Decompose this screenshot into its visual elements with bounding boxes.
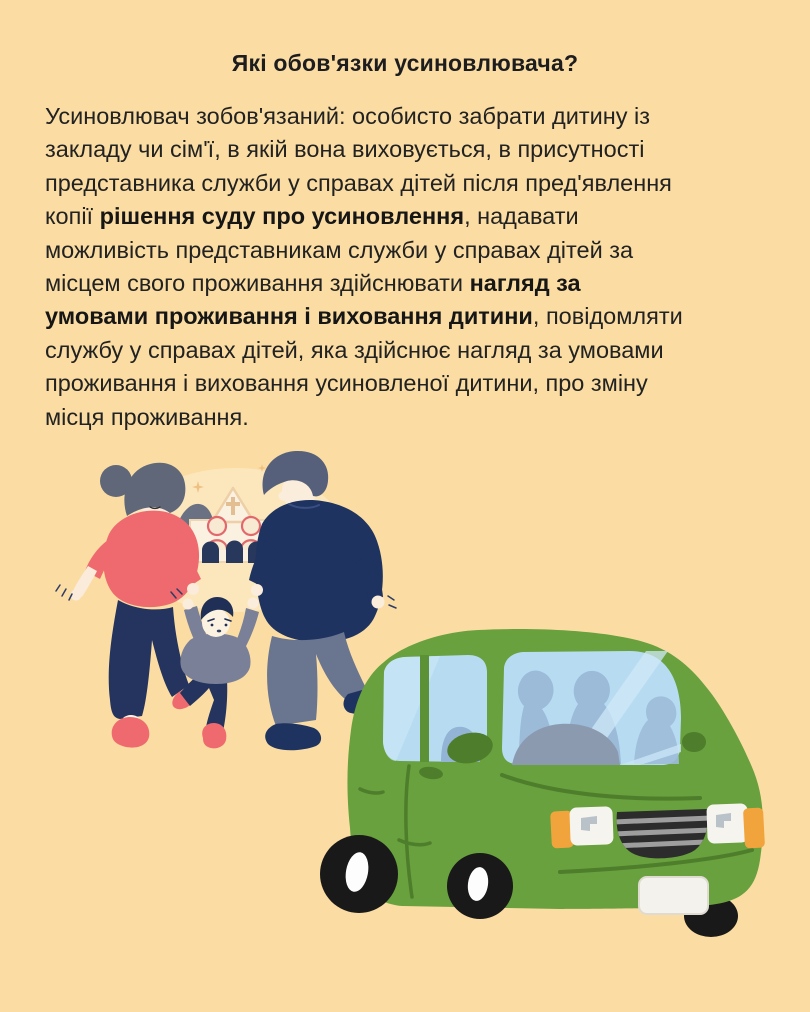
sketch-strokes [388,596,396,608]
mother-pants [109,600,189,719]
headlight-mark [581,816,597,831]
license-plate [639,877,708,914]
child-eye [211,624,214,627]
church-gable [212,488,254,522]
father-figure [249,451,396,750]
headlight [569,806,613,845]
child-pants [180,674,227,736]
father-back-shoe [344,690,371,714]
father-hand [372,596,385,609]
car-side-mirror [444,729,495,768]
cross-icon [226,497,240,515]
child-back-shoe [168,685,199,714]
car-rear-window [383,655,487,762]
car-windshield [502,651,681,765]
father-sweater [256,500,383,642]
sparkle-icon [192,464,319,510]
car-door-seam [406,766,412,897]
mother-eye-line [150,507,160,509]
car-crease [399,840,430,845]
mother-figure [56,463,201,748]
window-light-band [383,656,440,761]
car-mid-wheel [447,853,513,919]
pillar-light-band [566,651,668,765]
window-divider [420,655,429,762]
father-sleeve [356,554,383,601]
church-door [202,541,265,564]
father-hand [251,584,263,596]
church-building [123,464,347,612]
car-mirror-knob [682,732,706,752]
mother-hair-bun [100,465,132,497]
child-hair [201,597,234,620]
car-body [347,629,762,909]
mother-top [103,511,199,608]
bush-silhouette [175,504,216,563]
car-front-wheel [684,895,738,937]
father-sleeve [249,540,278,587]
car-bumper-line [560,850,752,872]
mother-face [142,490,171,520]
mother-forearm [73,566,97,597]
page-title: Які обов'язки усиновлювача? [231,50,579,76]
car-crease [360,789,383,793]
child-sweater [180,633,250,684]
child-front-shoe [202,723,226,748]
body-text: Усиновлювач зобов'язаний: особисто забрати дитину із закладу чи сім'ї, в якій вона виховується, в присутності представника служби у справах дітей після пред'явлення копії рішення суду про усиновлення, надавати можливість представникам служби у справах дітей за місцем свого проживання здійснювати нагляд за умовами проживання і виховання дитини, повідомляти службу у справах дітей, яка здійснює нагляд за умовами проживання і виховання усиновленої дитини, про зміну місця проживання. [45,103,683,430]
church-visitor [207,517,227,550]
father-face [282,472,316,510]
child-hand [183,599,194,610]
turn-signal [550,810,574,848]
church-wall [190,520,265,562]
mother-sleeve [85,540,116,579]
father-smile [303,503,314,505]
passenger-silhouette [634,696,679,764]
child-face-features [208,619,231,621]
turn-signal [743,808,765,849]
green-car [320,629,765,937]
car-grille [617,809,708,858]
father-collar [289,504,319,508]
mother-sleeve [174,552,201,587]
mother-hair [124,463,185,516]
mother-sock [122,715,140,727]
car-door-handle [418,765,443,780]
rear-passenger-silhouette [441,727,480,762]
child-hand [248,598,259,609]
sketch-strokes [171,589,182,598]
headlight [706,803,748,843]
father-ear [279,492,288,501]
mother-shoe [112,717,150,748]
grille-stripes [612,818,712,846]
child-figure [168,589,259,748]
mother-hand [71,590,82,601]
church-glow [123,468,347,612]
child-sleeve [184,606,209,646]
sketch-strokes [56,585,72,600]
child-sleeve [235,608,259,648]
headlight-mark [716,813,731,828]
mother-hand [187,583,199,595]
father-hair [263,451,329,496]
church-visitor [241,517,261,550]
father-pants [267,632,366,726]
child-eye [225,624,228,627]
child-mouth [217,630,221,633]
car-rear-wheel [320,835,398,913]
dashboard-silhouette [512,724,620,765]
driver-silhouette [518,670,555,764]
car-bonnet-line [502,775,700,799]
father-front-shoe [265,723,321,750]
child-face [202,609,230,637]
windshield-reflection [620,744,681,765]
passenger-silhouette [566,671,621,764]
